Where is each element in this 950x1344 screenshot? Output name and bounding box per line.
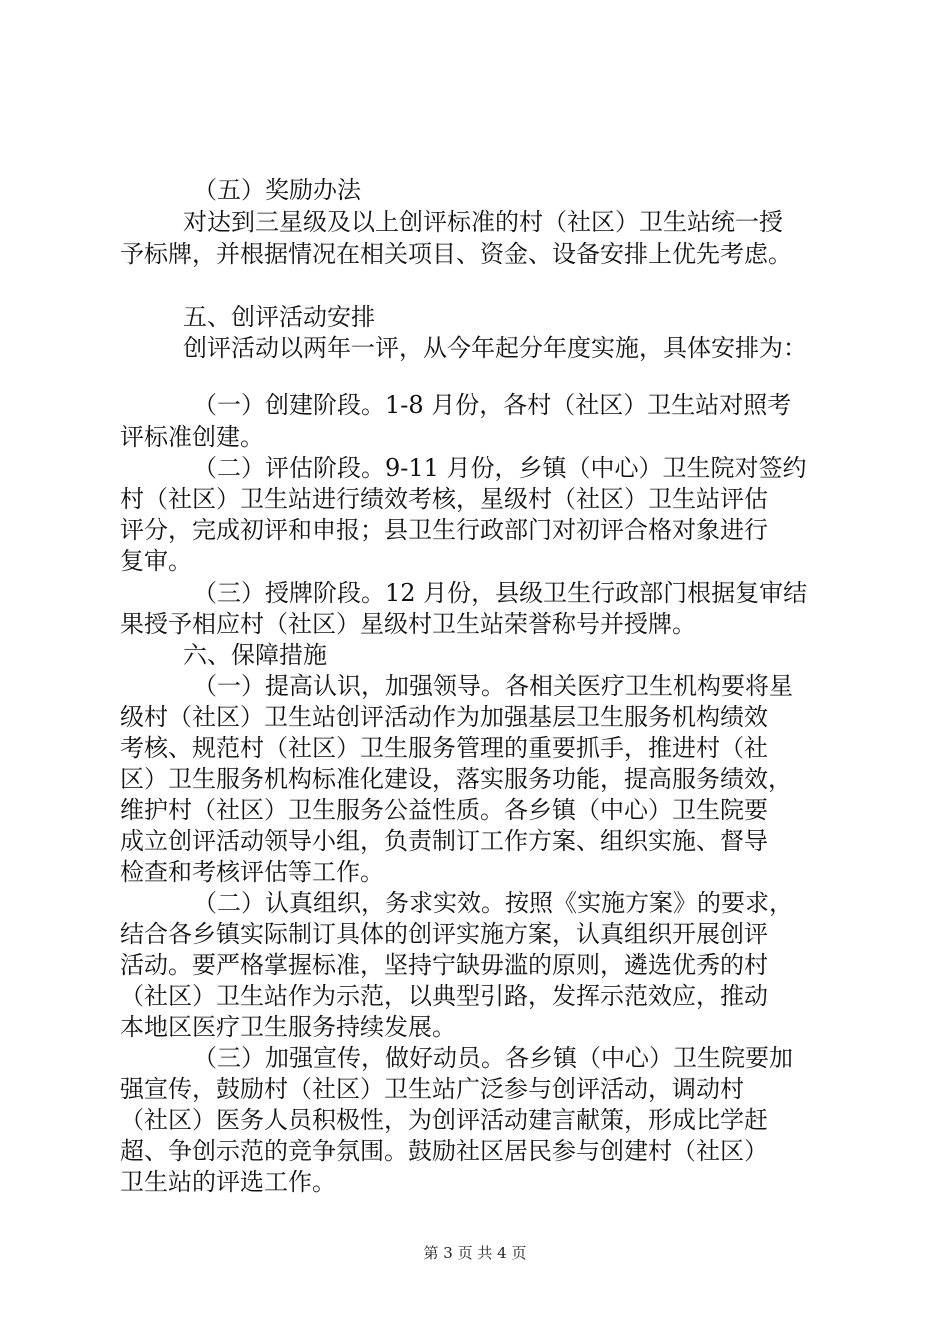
paragraph-line: 强宣传，鼓励村（社区）卫生站广泛参与创评活动，调动村 <box>120 1075 744 1103</box>
paragraph-line: （社区）卫生站作为示范，以典型引路，发挥示范效应，推动 <box>120 982 768 1010</box>
paragraph-line: 对达到三星级及以上创评标准的村（社区）卫生站统一授 <box>183 208 783 236</box>
paragraph-line: 级村（社区）卫生站创评活动作为加强基层卫生服务机构绩效 <box>120 703 768 731</box>
paragraph-line: 维护村（社区）卫生服务公益性质。各乡镇（中心）卫生院要 <box>120 796 768 824</box>
paragraph-line: 复审。 <box>120 547 192 575</box>
paragraph-line: 活动。要严格掌握标准，坚持宁缺毋滥的原则，遴选优秀的村 <box>120 951 768 979</box>
paragraph-line: 评标准创建。 <box>120 423 264 451</box>
paragraph-line: 结合各乡镇实际制订具体的创评实施方案，认真组织开展创评 <box>120 920 768 948</box>
paragraph-line: （社区）医务人员积极性，为创评活动建言献策，形成比学赶 <box>120 1106 768 1134</box>
section-heading: （五）奖励办法 <box>193 176 361 204</box>
paragraph-line: 检查和考核评估等工作。 <box>120 858 384 886</box>
paragraph-line: 考核、规范村（社区）卫生服务管理的重要抓手，推进村（社 <box>120 734 768 762</box>
paragraph-line: （一）提高认识，加强领导。各相关医疗卫生机构要将星 <box>193 672 793 700</box>
section-heading: 六、保障措施 <box>183 641 327 669</box>
paragraph-line: （二）认真组织，务求实效。按照《实施方案》的要求， <box>193 889 793 917</box>
paragraph-line: （三）授牌阶段。12 月份，县级卫生行政部门根据复审结 <box>193 579 808 607</box>
paragraph-line: 本地区医疗卫生服务持续发展。 <box>120 1013 456 1041</box>
paragraph-line: 果授予相应村（社区）星级村卫生站荣誉称号并授牌。 <box>120 610 696 638</box>
paragraph-line: 成立创评活动领导小组，负责制订工作方案、组织实施、督导 <box>120 827 768 855</box>
section-heading: 五、创评活动安排 <box>183 303 375 331</box>
paragraph-line: 区）卫生服务机构标准化建设，落实服务功能，提高服务绩效， <box>120 765 792 793</box>
paragraph-line: （一）创建阶段。1-8 月份，各村（社区）卫生站对照考 <box>193 391 792 419</box>
paragraph-line: 超、争创示范的竞争氛围。鼓励社区居民参与创建村（社区） <box>120 1137 768 1165</box>
paragraph-line: 村（社区）卫生站进行绩效考核，星级村（社区）卫生站评估 <box>120 485 768 513</box>
page-number-footer: 第 3 页 共 4 页 <box>423 1244 527 1262</box>
paragraph-line: 予标牌，并根据情况在相关项目、资金、设备安排上优先考虑。 <box>120 240 792 268</box>
paragraph-line: 创评活动以两年一评，从今年起分年度实施，具体安排为： <box>183 334 807 362</box>
paragraph-line: （二）评估阶段。9-11 月份，乡镇（中心）卫生院对签约 <box>193 454 807 482</box>
paragraph-line: 卫生站的评选工作。 <box>120 1168 336 1196</box>
paragraph-line: 评分，完成初评和申报；县卫生行政部门对初评合格对象进行 <box>120 516 768 544</box>
paragraph-line: （三）加强宣传，做好动员。各乡镇（中心）卫生院要加 <box>193 1044 793 1072</box>
